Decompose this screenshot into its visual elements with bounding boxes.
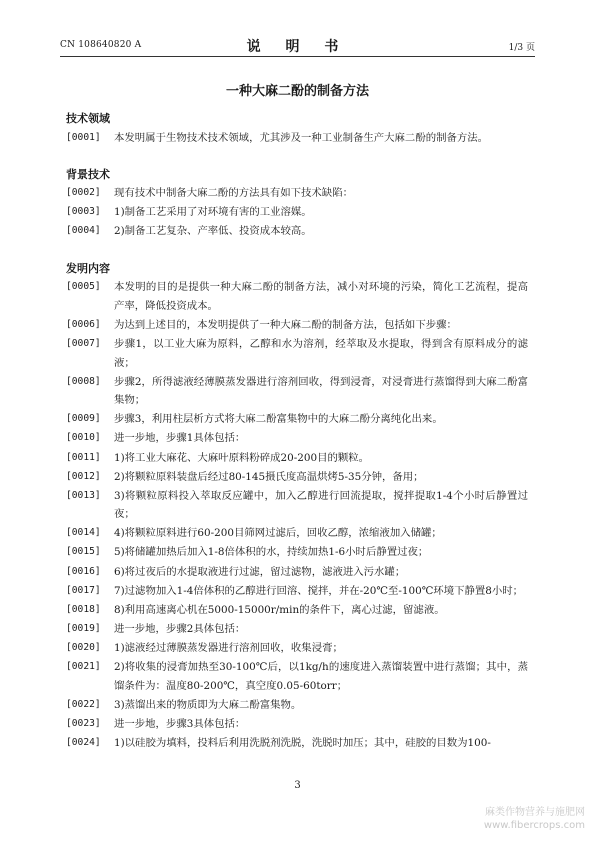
- paragraph-text: 2)将收集的浸膏加热至30-100℃后，以1kg/h的速度进入蒸馏装置中进行蒸馏；其中，蒸馏条件为：温度80-200℃，真空度0.05-60torr；: [114, 661, 528, 692]
- paragraph: [66, 715, 528, 734]
- paragraph-number: [0024]: [66, 736, 101, 748]
- page-number: 3: [294, 780, 301, 791]
- section-spacer: [66, 148, 528, 166]
- paragraph-text: 2)制备工艺复杂、产率低、投资成本较高。: [114, 225, 312, 238]
- paragraph: [66, 316, 528, 335]
- paragraph-text: 现有技术中制备大麻二酚的方法具有如下技术缺陷：: [114, 187, 353, 200]
- paragraph: [66, 449, 528, 468]
- paragraph-number: [0020]: [66, 641, 101, 653]
- paragraph: [66, 278, 528, 315]
- section-heading: 背景技术: [66, 167, 110, 181]
- paragraph: [66, 335, 528, 372]
- paragraph-number: [0018]: [66, 603, 101, 615]
- paragraph-number: [0014]: [66, 527, 101, 539]
- paragraph: [66, 639, 528, 658]
- paragraph: [66, 468, 528, 487]
- paragraph-text: 1)将工业大麻花、大麻叶原料粉碎成20-200目的颗粒。: [114, 451, 370, 464]
- watermark: [484, 806, 585, 832]
- paragraph-number: [0023]: [66, 717, 101, 729]
- paragraph: [66, 543, 528, 562]
- paragraph-number: [0011]: [66, 451, 101, 463]
- paragraph: [66, 487, 528, 524]
- paragraph-number: [0015]: [66, 546, 101, 558]
- paragraph-number: [0017]: [66, 584, 101, 596]
- paragraph: [66, 410, 528, 429]
- document-title: 一种大麻二酚的制备方法: [225, 84, 369, 99]
- paragraph: [66, 620, 528, 639]
- paragraph-text: 7)过滤物加入1-4倍体积的乙醇进行回溶、搅拌，并在-20℃至-100℃环境下静置8小时；: [114, 584, 524, 597]
- paragraph-number: [0002]: [66, 187, 101, 199]
- paragraph: [66, 429, 528, 448]
- section-heading: 发明内容: [66, 261, 110, 275]
- document-type-title: 说 明 书: [246, 39, 349, 55]
- paragraph: [66, 734, 528, 753]
- paragraph-number: [0005]: [66, 281, 101, 293]
- paragraph-text: 步骤2，所得滤液经薄膜蒸发器进行溶剂回收，得到浸膏，对浸膏进行蒸馏得到大麻二酚富集物；: [114, 375, 528, 407]
- paragraph-text: 4)将颗粒原料进行60-200目筛网过滤后，回收乙醇，浓缩液加入储罐；: [114, 527, 442, 540]
- paragraph: [66, 222, 528, 241]
- paragraph-text: 6)将过夜后的水提取液进行过滤，留过滤物，滤液进入污水罐；: [114, 565, 406, 578]
- paragraph-text: 本发明的目的是提供一种大麻二酚的制备方法，减小对环境的污染，简化工艺流程，提高产率，降低投资成本。: [114, 281, 528, 312]
- paragraph-number: [0007]: [66, 337, 101, 349]
- paragraph-text: 1)以硅胶为填料，投料后利用洗脱剂洗脱，洗脱时加压；其中，硅胶的目数为100-: [114, 736, 491, 749]
- watermark-url: www.fibercrops.com: [483, 820, 585, 831]
- paragraph: [66, 184, 528, 203]
- paragraph-number: [0003]: [66, 206, 101, 218]
- paragraph: [66, 524, 528, 543]
- document-body: [66, 110, 528, 753]
- paragraph: [66, 563, 528, 582]
- paragraph-number: [0006]: [66, 318, 101, 330]
- paragraph-text: 本发明属于生物技术技术领域，尤其涉及一种工业制备生产大麻二酚的制备方法。: [114, 131, 489, 144]
- paragraph-number: [0012]: [66, 470, 101, 482]
- paragraph-text: 为达到上述目的，本发明提供了一种大麻二酚的制备方法，包括如下步骤：: [114, 318, 457, 331]
- paragraph-number: [0008]: [66, 375, 101, 387]
- paragraph: [66, 658, 528, 695]
- paragraph-text: 3)将颗粒原料投入萃取反应罐中，加入乙醇进行回流提取，搅拌提取1-4个小时后静置过夜；: [114, 489, 528, 521]
- paragraph: [66, 696, 528, 715]
- paragraph-text: 进一步地，步骤3具体包括：: [114, 717, 246, 730]
- paragraph-text: 8)利用高速离心机在5000-15000r/min的条件下，离心过滤，留滤液。: [114, 603, 445, 616]
- header-divider: [60, 56, 535, 57]
- paragraph-number: [0013]: [66, 489, 101, 501]
- watermark-title: 麻类作物营养与施肥网: [485, 807, 585, 818]
- paragraph-number: [0009]: [66, 413, 101, 425]
- paragraph-number: [0022]: [66, 698, 101, 710]
- paragraph-number: [0016]: [66, 565, 101, 577]
- paragraph: [66, 373, 528, 410]
- paragraph-number: [0021]: [66, 661, 101, 673]
- paragraph-text: 进一步地，步骤2具体包括：: [114, 622, 246, 635]
- section-heading: 技术领域: [66, 112, 110, 125]
- paragraph-text: 3)蒸馏出来的物质即为大麻二酚富集物。: [114, 698, 302, 711]
- paragraph-text: 2)将颗粒原料装盘后经过80-145摄氏度高温烘烤5-35分钟，备用；: [114, 470, 424, 483]
- paragraph-number: [0010]: [66, 432, 101, 444]
- patent-number: CN 108640820 A: [60, 40, 142, 50]
- page-header: [60, 36, 535, 54]
- paragraph-number: [0004]: [66, 225, 101, 237]
- paragraph: [66, 582, 528, 601]
- paragraph-text: 5)将储罐加热后加入1-8倍体积的水，持续加热1-6小时后静置过夜；: [114, 546, 429, 559]
- paragraph-text: 步骤3，利用柱层析方式将大麻二酚富集物中的大麻二酚分离纯化出来。: [114, 413, 443, 426]
- paragraph: [66, 129, 528, 148]
- page-indicator: 1/3 页: [508, 43, 535, 53]
- paragraph-text: 1)制备工艺采用了对环境有害的工业溶媒。: [114, 206, 312, 219]
- paragraph-text: 1)滤液经过薄膜蒸发器进行溶剂回收，收集浸膏；: [114, 641, 343, 654]
- paragraph: [66, 601, 528, 620]
- paragraph-number: [0019]: [66, 622, 101, 634]
- paragraph-text: 进一步地，步骤1具体包括：: [114, 432, 246, 445]
- paragraph: [66, 203, 528, 222]
- section-spacer: [66, 242, 528, 260]
- paragraph-text: 步骤1，以工业大麻为原料，乙醇和水为溶剂，经萃取及水提取，得到含有原料成分的滤液；: [114, 337, 528, 369]
- paragraph-number: [0001]: [66, 131, 101, 143]
